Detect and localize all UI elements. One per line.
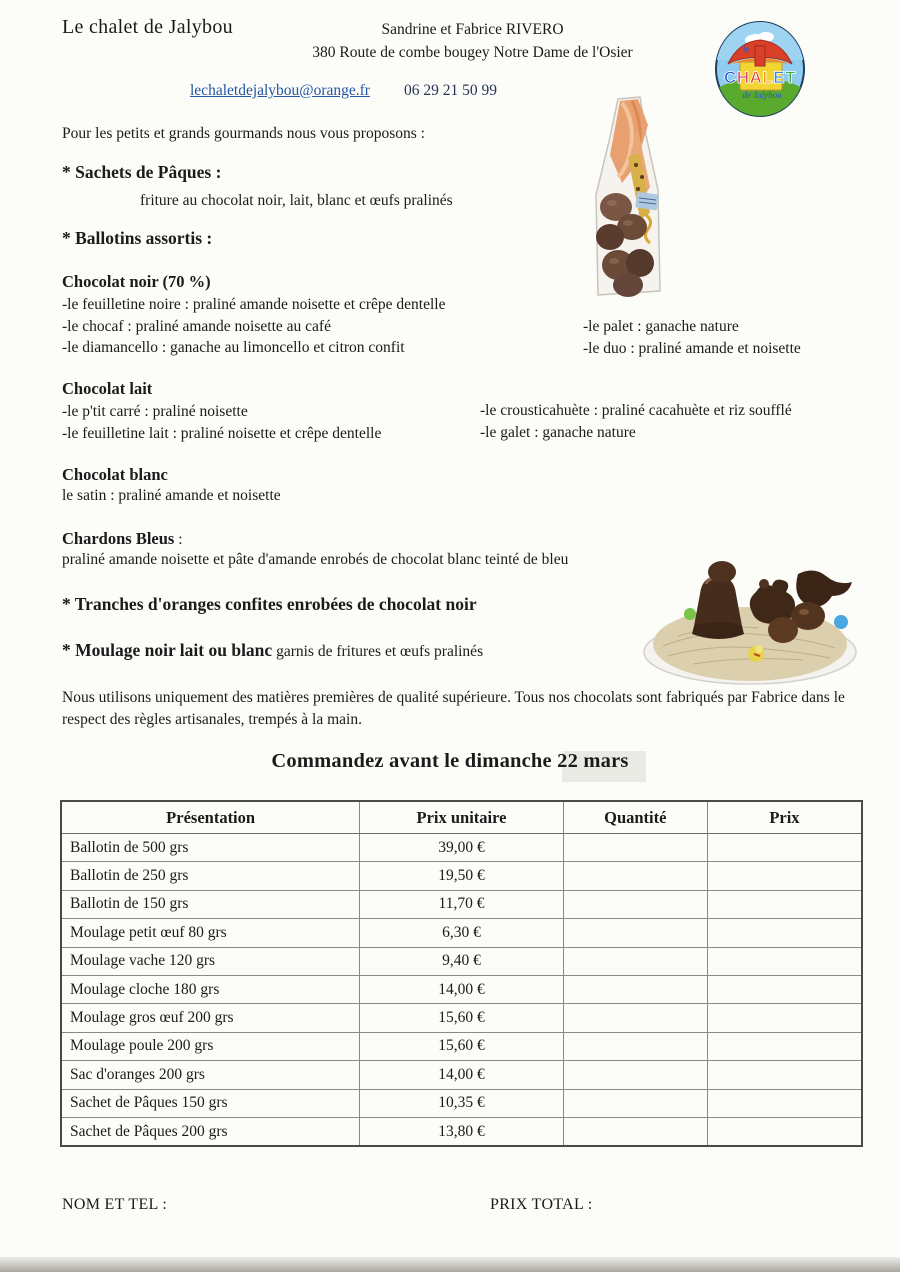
cell-unit-price: 10,35 € [360,1089,563,1117]
cell-unit-price: 39,00 € [360,834,563,862]
chocolat-lait-list-left [62,401,381,444]
table-row [61,834,862,862]
cell-presentation: Sachet de Pâques 150 grs [61,1089,360,1117]
table-row [61,1004,862,1032]
easter-bag-photo [588,95,666,301]
header-prix-unitaire: Prix unitaire [360,801,563,834]
cell-presentation: Sachet de Pâques 200 grs [61,1117,360,1146]
order-table [60,800,863,1147]
shop-name: Le chalet de Jalybou [62,16,233,38]
cell-unit-price: 19,50 € [360,862,563,890]
sachets-desc: friture au chocolat noir, lait, blanc et œufs pralinés [140,192,453,209]
header-contact-block [275,18,670,64]
cell-presentation: Sac d'oranges 200 grs [61,1061,360,1089]
chardons-title: Chardons Bleus [62,529,175,548]
chalet-logo [714,20,806,120]
cell-price [707,1004,862,1032]
chocolat-blanc-title: Chocolat blanc [62,465,168,484]
table-row [61,975,862,1003]
chocolat-noir-list-left [62,294,445,359]
chocolate-plate-photo [638,554,862,688]
cell-quantity [563,1004,707,1032]
owners-line: Sandrine et Fabrice RIVERO [381,21,564,38]
cell-quantity [563,862,707,890]
cell-price [707,919,862,947]
chocolat-blanc-item: le satin : praliné amande et noisette [62,487,281,504]
cell-quantity [563,890,707,918]
moulage-title: * Moulage noir lait ou blanc [62,640,273,660]
cell-unit-price: 9,40 € [360,947,563,975]
chocolat-noir-list-right [583,316,801,359]
cell-unit-price: 15,60 € [360,1004,563,1032]
ballotins-title: * Ballotins assortis : [62,228,213,248]
cell-quantity [563,1032,707,1060]
cell-unit-price: 15,60 € [360,1032,563,1060]
cell-presentation: Moulage gros œuf 200 grs [61,1004,360,1032]
chocolat-lait-title: Chocolat lait [62,379,153,398]
header-quantite: Quantité [563,801,707,834]
table-row [61,947,862,975]
cell-presentation: Moulage petit œuf 80 grs [61,919,360,947]
cell-presentation: Moulage cloche 180 grs [61,975,360,1003]
table-row [61,862,862,890]
table-row [61,890,862,918]
moulage-title-line [62,640,483,661]
cell-presentation: Ballotin de 500 grs [61,834,360,862]
cell-presentation: Ballotin de 250 grs [61,862,360,890]
svg-text:le: le [743,44,750,54]
cell-price [707,1061,862,1089]
chocolat-noir-title: Chocolat noir (70 %) [62,272,211,291]
header-presentation: Présentation [61,801,360,834]
list-item: -le chocaf : praliné amande noisette au café [62,317,331,335]
name-tel-label: NOM ET TEL : [62,1196,168,1213]
cell-unit-price: 14,00 € [360,975,563,1003]
chocolat-lait-list-right [480,400,792,443]
scan-edge-shadow [0,1257,900,1272]
chardons-colon: : [174,531,183,548]
chardons-desc: praliné amande noisette et pâte d'amande enrobés de chocolat blanc teinté de bleu [62,551,569,568]
cell-price [707,890,862,918]
svg-text:CHALET: CHALET [724,68,796,87]
intro-line: Pour les petits et grands gourmands nous vous proposons : [62,125,425,142]
table-row [61,1117,862,1146]
list-item: -le feuilletine lait : praliné noisette et crêpe dentelle [62,424,382,442]
cell-price [707,1117,862,1146]
list-item: -le galet : ganache nature [480,423,636,441]
order-deadline: Commandez avant le dimanche 22 mars [271,750,629,772]
cell-price [707,1089,862,1117]
table-row [61,919,862,947]
cell-quantity [563,1061,707,1089]
sachets-title: * Sachets de Pâques : [62,162,222,182]
cell-unit-price: 14,00 € [360,1061,563,1089]
header-prix: Prix [707,801,862,834]
chardons-title-line [62,529,183,549]
table-header-row [61,801,862,834]
cell-unit-price: 6,30 € [360,919,563,947]
cell-price [707,862,862,890]
cell-price [707,1032,862,1060]
address-line: 380 Route de combe bougey Notre Dame de l'Osier [312,44,633,61]
cell-presentation: Ballotin de 150 grs [61,890,360,918]
oranges-title: * Tranches d'oranges confites enrobées de chocolat noir [62,594,477,614]
quality-note: Nous utilisons uniquement des matières premières de qualité supérieure. Tous nos chocolats sont fabriqués par Fabrice dans le respect des règles artisanales, trempés à la main. [62,689,845,728]
cell-quantity [563,1089,707,1117]
table-row [61,1089,862,1117]
list-item: -le duo : praliné amande et noisette [583,339,801,357]
chalet-logo-graphic [714,20,806,120]
cell-quantity [563,834,707,862]
phone-number: 06 29 21 50 99 [403,82,497,99]
cell-price [707,834,862,862]
table-row [61,1032,862,1060]
table-row [61,1061,862,1089]
total-label: PRIX TOTAL : [490,1196,593,1213]
list-item: -le feuilletine noire : praliné amande noisette et crêpe dentelle [62,296,446,313]
list-item: -le palet : ganache nature [583,318,739,335]
contact-line [190,82,497,100]
cell-price [707,947,862,975]
cell-presentation: Moulage vache 120 grs [61,947,360,975]
cell-unit-price: 11,70 € [360,890,563,918]
moulage-desc: garnis de fritures et œufs pralinés [272,643,484,660]
cell-quantity [563,975,707,1003]
list-item: -le crousticahuète : praliné cacahuète et riz soufflé [480,402,792,419]
list-item: -le diamancello : ganache au limoncello et citron confit [62,339,405,357]
cell-quantity [563,947,707,975]
cell-unit-price: 13,80 € [360,1117,563,1146]
cell-presentation: Moulage poule 200 grs [61,1032,360,1060]
list-item: -le p'tit carré : praliné noisette [62,403,248,420]
email-link[interactable]: lechaletdejalybou@orange.fr [190,82,370,99]
cell-quantity [563,1117,707,1146]
cell-quantity [563,919,707,947]
cell-price [707,975,862,1003]
svg-text:de Jalybou: de Jalybou [742,90,782,100]
